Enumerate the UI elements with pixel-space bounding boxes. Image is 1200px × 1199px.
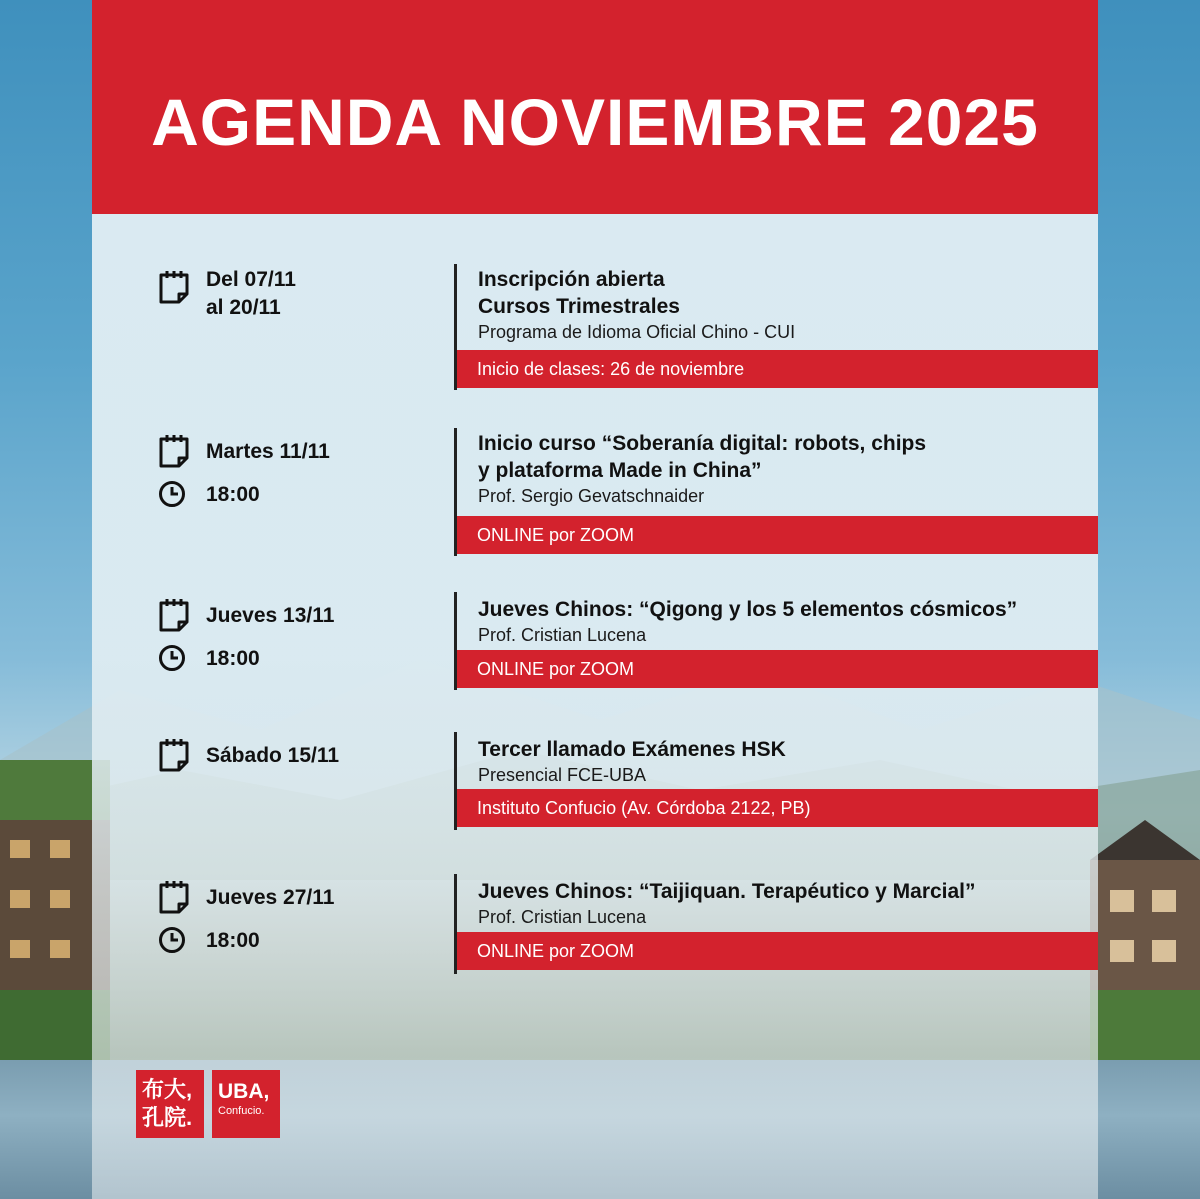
event-date-start: Del 07/11: [206, 268, 296, 291]
calendar-icon: [158, 598, 190, 632]
page-title: AGENDA NOVIEMBRE 2025: [151, 85, 1039, 159]
confucio-chinese-logo: [136, 1070, 204, 1138]
calendar-icon: [158, 738, 190, 772]
event-date: [206, 266, 296, 322]
event-date-end: al 20/11: [206, 296, 281, 319]
event-band: Inicio de clases: 26 de noviembre: [457, 350, 1098, 388]
event-subtitle: Programa de Idioma Oficial Chino - CUI: [478, 322, 796, 342]
event-title: Tercer llamado Exámenes HSK: [478, 738, 786, 761]
right-town-illustration: [1090, 820, 1200, 1080]
event-title-line1: Inscripción abierta: [478, 268, 665, 291]
uba-confucio-logo: [212, 1070, 280, 1138]
event-title: Jueves Chinos: “Qigong y los 5 elementos cósmicos”: [478, 598, 1018, 621]
event-subtitle: Prof. Sergio Gevatschnaider: [478, 486, 705, 506]
event-title-line2: Cursos Trimestrales: [478, 295, 680, 318]
logos: [136, 1070, 280, 1138]
logo-cn-line1: 布大,: [142, 1077, 193, 1102]
calendar-icon: [158, 880, 190, 914]
event-title-line1: Inicio curso “Soberanía digital: robots, chips: [478, 432, 927, 455]
event-subtitle: Prof. Cristian Lucena: [478, 907, 647, 927]
event-date: Martes 11/11: [206, 440, 330, 463]
event-content: [478, 430, 1098, 508]
logo-uba-line1: UBA,: [218, 1080, 270, 1103]
agenda-header: [92, 0, 1098, 214]
event-date: Jueves 27/11: [206, 886, 335, 909]
event-content: [478, 266, 1098, 344]
event-date: Sábado 15/11: [206, 744, 340, 767]
clock-icon: [158, 644, 186, 672]
event-title-line2: y plataforma Made in China”: [478, 459, 762, 482]
event-date: Jueves 13/11: [206, 604, 335, 627]
calendar-icon: [158, 270, 190, 304]
logo-cn-line2: 孔院.: [142, 1105, 193, 1130]
clock-icon: [158, 480, 186, 508]
event-time: 18:00: [206, 483, 260, 506]
event-time: 18:00: [206, 929, 260, 952]
event-subtitle: Prof. Cristian Lucena: [478, 625, 647, 645]
logo-uba-line2: Confucio.: [218, 1105, 265, 1117]
event-band: ONLINE por ZOOM: [457, 650, 1098, 688]
event-title: Jueves Chinos: “Taijiquan. Terapéutico y Marcial”: [478, 880, 976, 903]
event-time: 18:00: [206, 647, 260, 670]
event-band: Instituto Confucio (Av. Córdoba 2122, PB): [457, 789, 1098, 827]
event-band: ONLINE por ZOOM: [457, 516, 1098, 554]
event-subtitle: Presencial FCE-UBA: [478, 765, 647, 785]
event-content: [478, 878, 1098, 929]
event-band: ONLINE por ZOOM: [457, 932, 1098, 970]
clock-icon: [158, 926, 186, 954]
event-content: [478, 736, 1098, 787]
event-content: [478, 596, 1098, 647]
calendar-icon: [158, 434, 190, 468]
